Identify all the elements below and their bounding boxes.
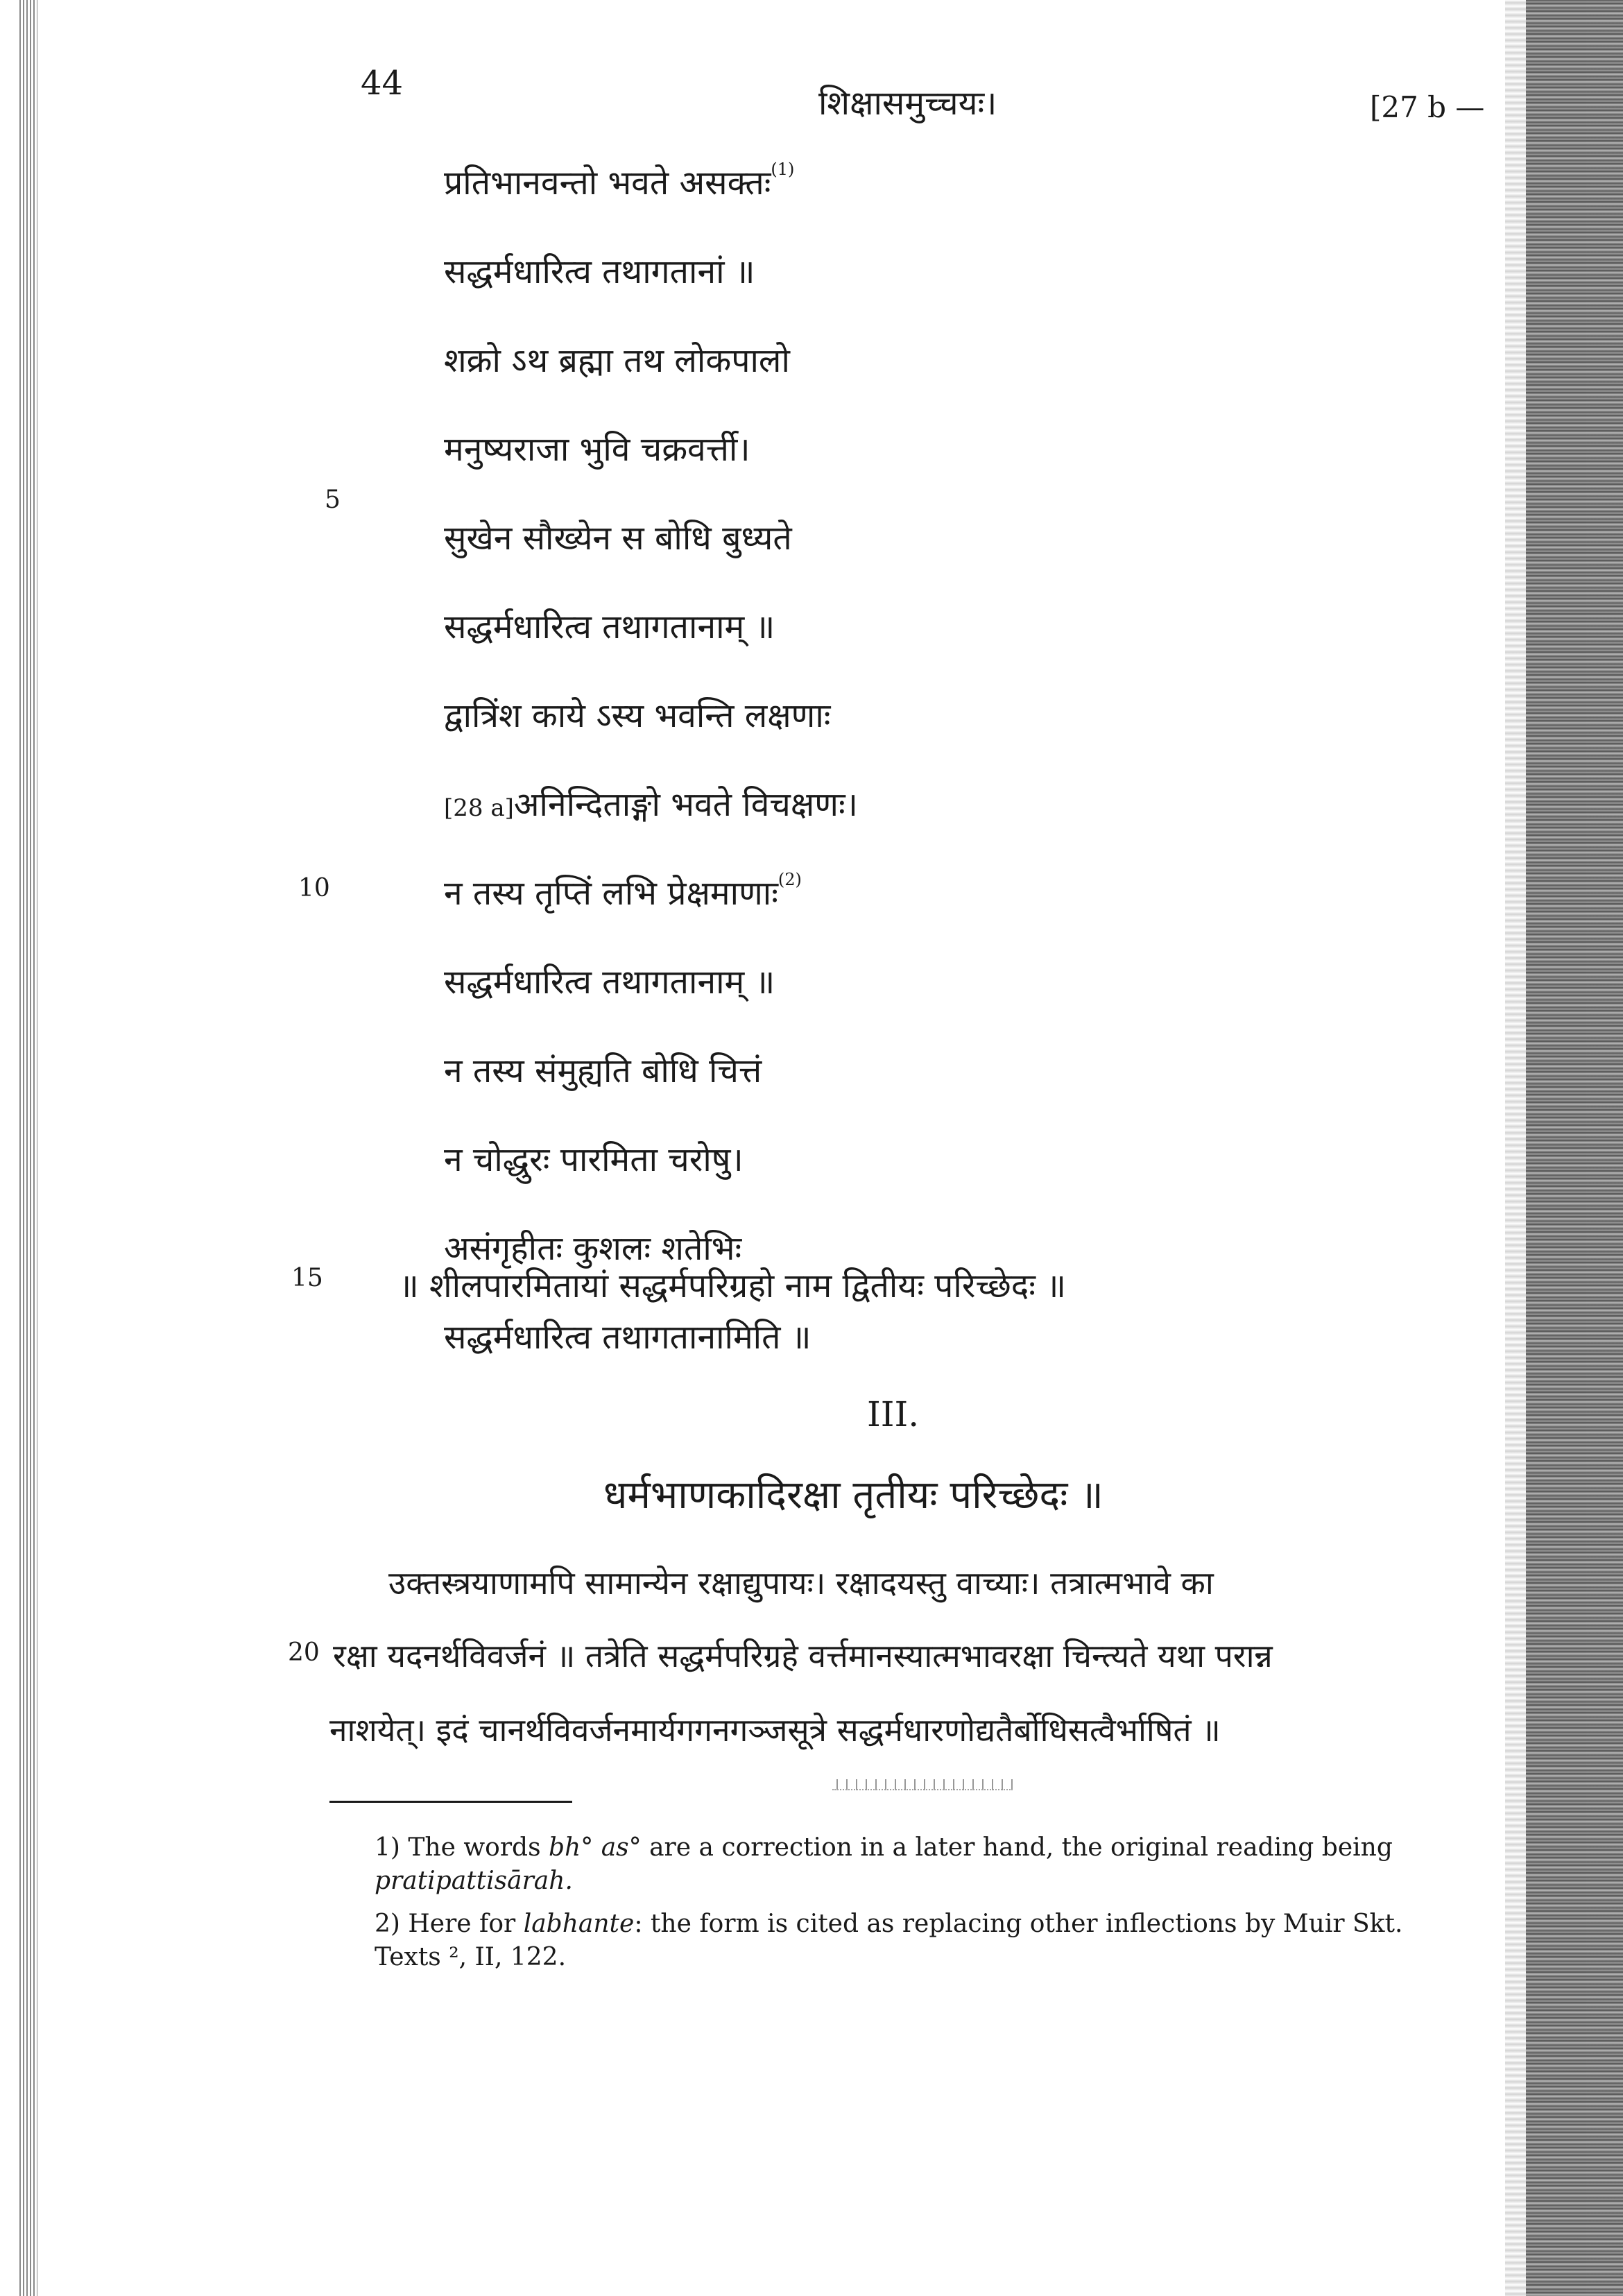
verse-line (444, 870, 802, 915)
verse-text: सद्धर्मधारित्व तथागतानाम् ॥ (444, 963, 775, 1002)
verse-line (444, 1314, 811, 1359)
verse-line (444, 603, 775, 649)
verse-line (444, 959, 775, 1004)
verse-text: मनुष्यराजा भुवि चक्रवर्त्ती। (444, 430, 750, 469)
folio-marker: [28 a] (444, 794, 514, 822)
verse-text: असंगृहीतः कुशलः शतेभिः (444, 1229, 742, 1268)
scan-left-margin-rule (19, 0, 37, 2296)
verse-text: न तस्य संमुह्यति बोधि चित्तं (444, 1052, 762, 1090)
footnote-marker: 1) (375, 1833, 400, 1862)
chapter-colophon: ॥ शीलपारमितायां सद्धर्मपरिग्रहो नाम द्वितीयः परिच्छेदः ॥ (399, 1267, 1066, 1305)
chapter-title: धर्मभाणकादिरक्षा तृतीयः परिच्छेदः ॥ (603, 1473, 1104, 1518)
verse-line (444, 337, 790, 382)
footnote-segment: The words (400, 1833, 549, 1862)
verse-text: सुखेन सौख्येन स बोधि बुध्यते (444, 519, 792, 558)
line-number: 10 (298, 874, 330, 902)
footnote-reference: (2) (778, 870, 802, 889)
footnote-text (326, 1908, 1457, 1974)
footnote-segment: Here for (400, 1910, 524, 1938)
line-number: 15 (291, 1264, 323, 1292)
verse-line (444, 515, 792, 560)
verse-text: सद्धर्मधारित्व तथागतानां ॥ (444, 252, 755, 291)
folio-reference: [27 b — (1370, 90, 1485, 124)
footnote-segment: labhante (523, 1910, 635, 1938)
verse-text: शक्रो ऽथ ब्रह्मा तथ लोकपालो (444, 341, 790, 380)
footnote-marker: 2) (375, 1910, 400, 1938)
verse-line (444, 781, 858, 826)
footnote-rule (329, 1801, 572, 1803)
footnote-segment: pratipattisārah. (375, 1867, 573, 1895)
running-title: शिक्षासमुच्चयः। (818, 84, 997, 123)
footnote-segment: : the form is cited as replacing other inflections by Muir Skt. Texts ², II, 122. (375, 1910, 1403, 1971)
verse-text: न तस्य तृप्तिं लभि प्रेक्षमाणाः (444, 874, 778, 913)
line-number: 5 (325, 486, 341, 514)
footnote-reference: (1) (771, 160, 795, 179)
verse-text: अनिन्दिताङ्गो भवते विचक्षणः। (513, 785, 858, 824)
footnote-segment: are a correction in a later hand, the original reading being (641, 1833, 1393, 1862)
footnote-text (326, 1831, 1457, 1898)
verse-line (444, 426, 750, 471)
prose-line: रक्षा यदनर्थविवर्जनं ॥ तत्रेति सद्धर्मपरिग्रहे वर्त्तमानस्यात्मभावरक्षा चिन्त्यते यथा परान्न (333, 1637, 1273, 1674)
footnote-segment: bh° as° (549, 1833, 642, 1862)
editorial-underline-mark (832, 1779, 1013, 1790)
line-number: 20 (288, 1638, 320, 1667)
verse-line (444, 1136, 744, 1181)
verse-line (444, 160, 794, 205)
verse-text: प्रतिभानवन्तो भवते असक्तः (444, 164, 771, 203)
verse-text: द्वात्रिंश काये ऽस्य भवन्ति लक्षणाः (444, 696, 831, 735)
footnote (326, 1908, 1457, 1974)
chapter-number: III. (867, 1394, 920, 1434)
verse-text: सद्धर्मधारित्व तथागतानामिति ॥ (444, 1318, 812, 1357)
verse-line (444, 1047, 762, 1093)
scan-right-edge (1526, 0, 1623, 2296)
prose-line: नाशयेत्। इदं चानर्थविवर्जनमार्यगगनगञ्जसूत्रे सद्धर्मधारणोद्यतैर्बोधिसत्वैर्भाषितं ॥ (329, 1711, 1221, 1749)
prose-line: उक्तस्त्रयाणामपि सामान्येन रक्षाद्युपायः। रक्षादयस्तु वाच्याः। तत्रात्मभावे का (388, 1564, 1214, 1602)
verse-line (444, 248, 755, 293)
page-number: 44 (361, 64, 404, 103)
footnote (326, 1831, 1457, 1898)
verse-text: सद्धर्मधारित्व तथागतानाम् ॥ (444, 608, 775, 646)
verse-text: न चोद्धुरः पारमिता चरोषु। (444, 1140, 744, 1179)
verse-line (444, 692, 831, 737)
